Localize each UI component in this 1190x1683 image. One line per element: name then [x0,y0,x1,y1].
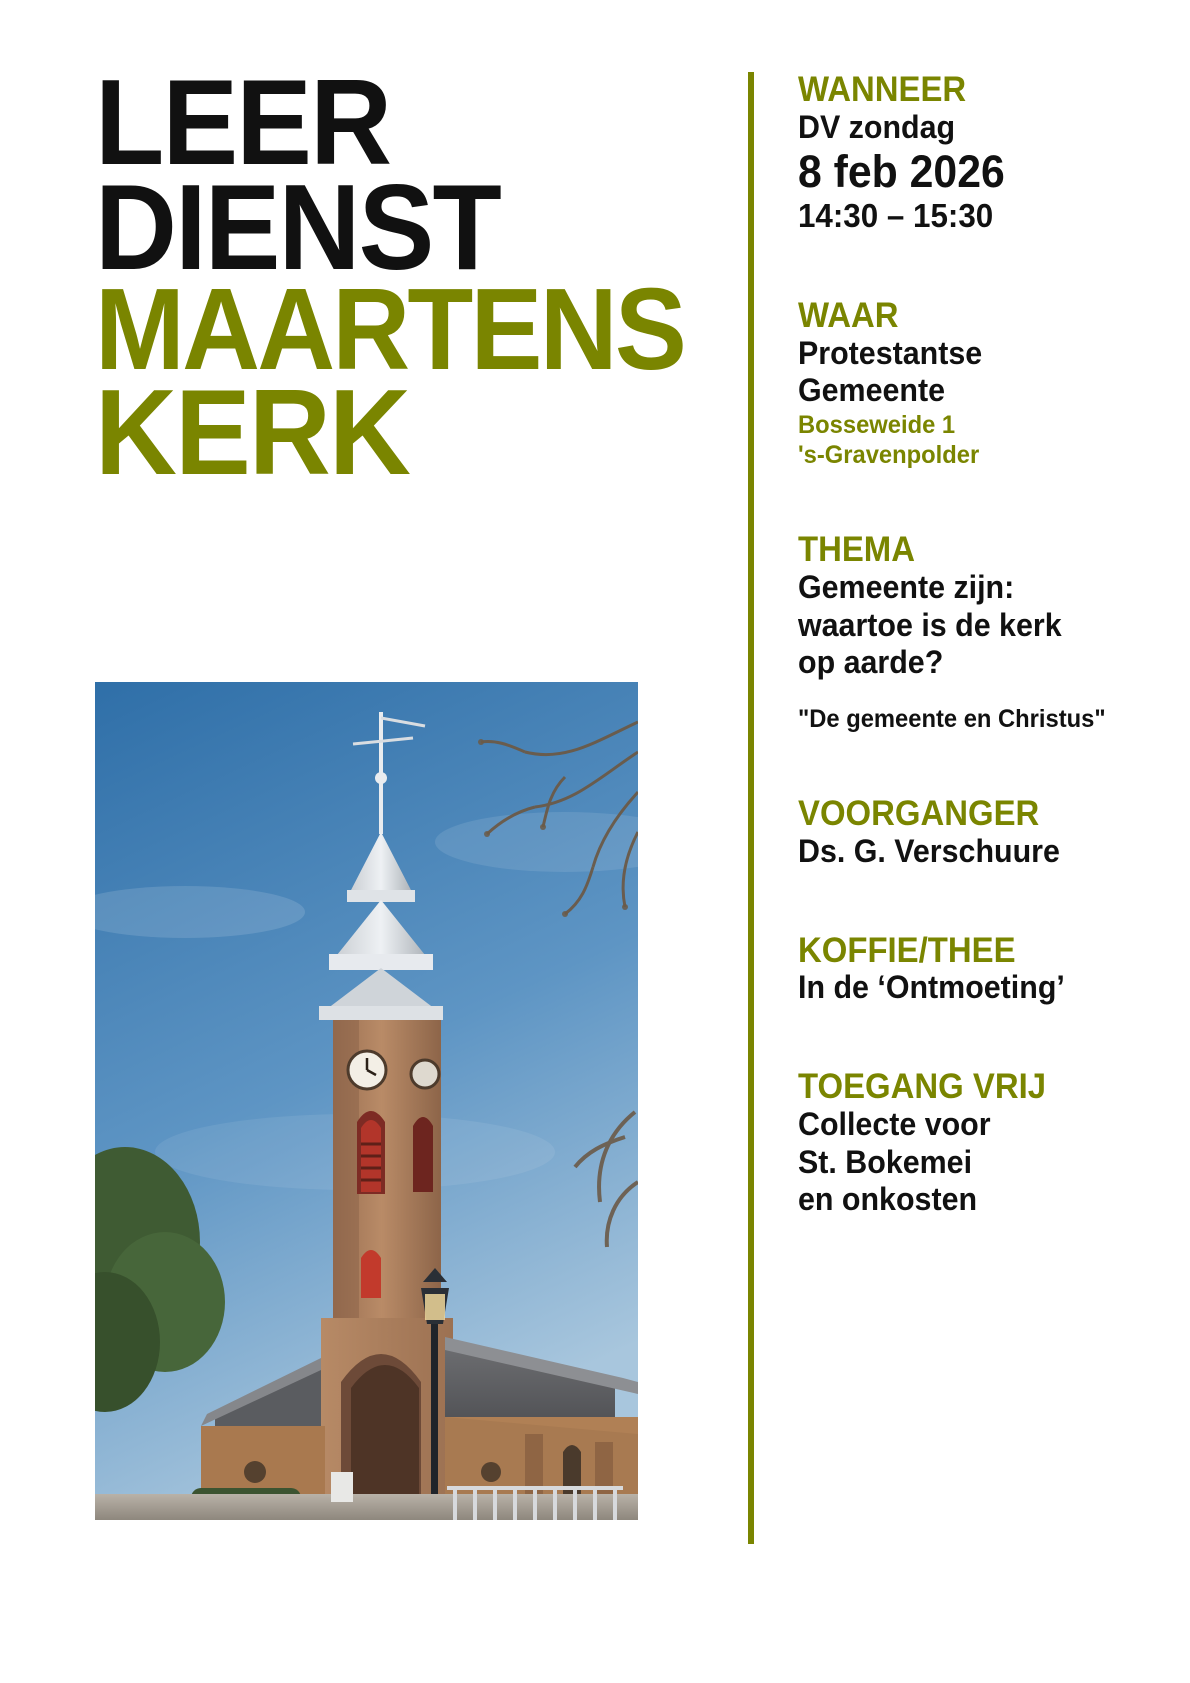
thema-line-1: Gemeente zijn: [798,568,1015,605]
wanneer-date: 8 feb 2026 [798,145,1005,197]
info-column [798,72,1128,1219]
waar-city: 's-Gravenpolder [798,441,980,470]
church-photo-illustration [95,682,638,1520]
koffie-location: In de ‘Ontmoeting’ [798,969,1065,1006]
spacer-1 [798,236,1128,298]
thema-subtitle: "De gemeente en Christus" [798,705,1106,734]
waar-line-2: Gemeente [798,372,945,409]
vertical-divider [748,72,754,1544]
waar-line-1: Protestantse [798,334,983,371]
wanneer-day: DV zondag [798,108,956,145]
toegang-line-1: Collecte voor [798,1105,991,1142]
section-toegang-heading: TOEGANG VRIJ [798,1067,1047,1107]
spacer-thema [798,682,1128,704]
section-thema-heading: THEMA [798,530,915,570]
toegang-line-2: St. Bokemei [798,1143,973,1180]
thema-line-2: waartoe is de kerk [798,606,1062,643]
voorganger-name: Ds. G. Verschuure [798,832,1060,869]
poster-title [95,54,735,500]
section-voorganger [798,796,1128,871]
section-koffie [798,930,1128,1008]
section-toegang [798,1069,1128,1219]
waar-street: Bosseweide 1 [798,411,956,440]
title-line-3: MAARTENS [95,263,684,394]
section-koffie-heading: KOFFIE/THEE [798,930,1016,970]
section-waar-heading: WAAR [798,295,899,335]
toegang-line-3: en onkosten [798,1181,978,1218]
thema-line-3: op aarde? [798,644,944,681]
spacer-2 [798,470,1128,532]
wanneer-time: 14:30 – 15:30 [798,196,994,234]
section-waar [798,295,1128,470]
section-thema [798,532,1128,734]
church-photo [95,682,638,1520]
poster-title-block [95,54,735,500]
section-wanneer [798,72,1128,236]
section-voorganger-heading: VOORGANGER [798,794,1040,834]
section-wanneer-heading: WANNEER [798,70,967,109]
title-line-4: KERK [95,363,410,500]
title-line-2: DIENST [95,158,500,295]
spacer-4 [798,871,1128,933]
spacer-3 [798,734,1128,796]
spacer-5 [798,1007,1128,1069]
title-line-1: LEER [95,54,391,190]
